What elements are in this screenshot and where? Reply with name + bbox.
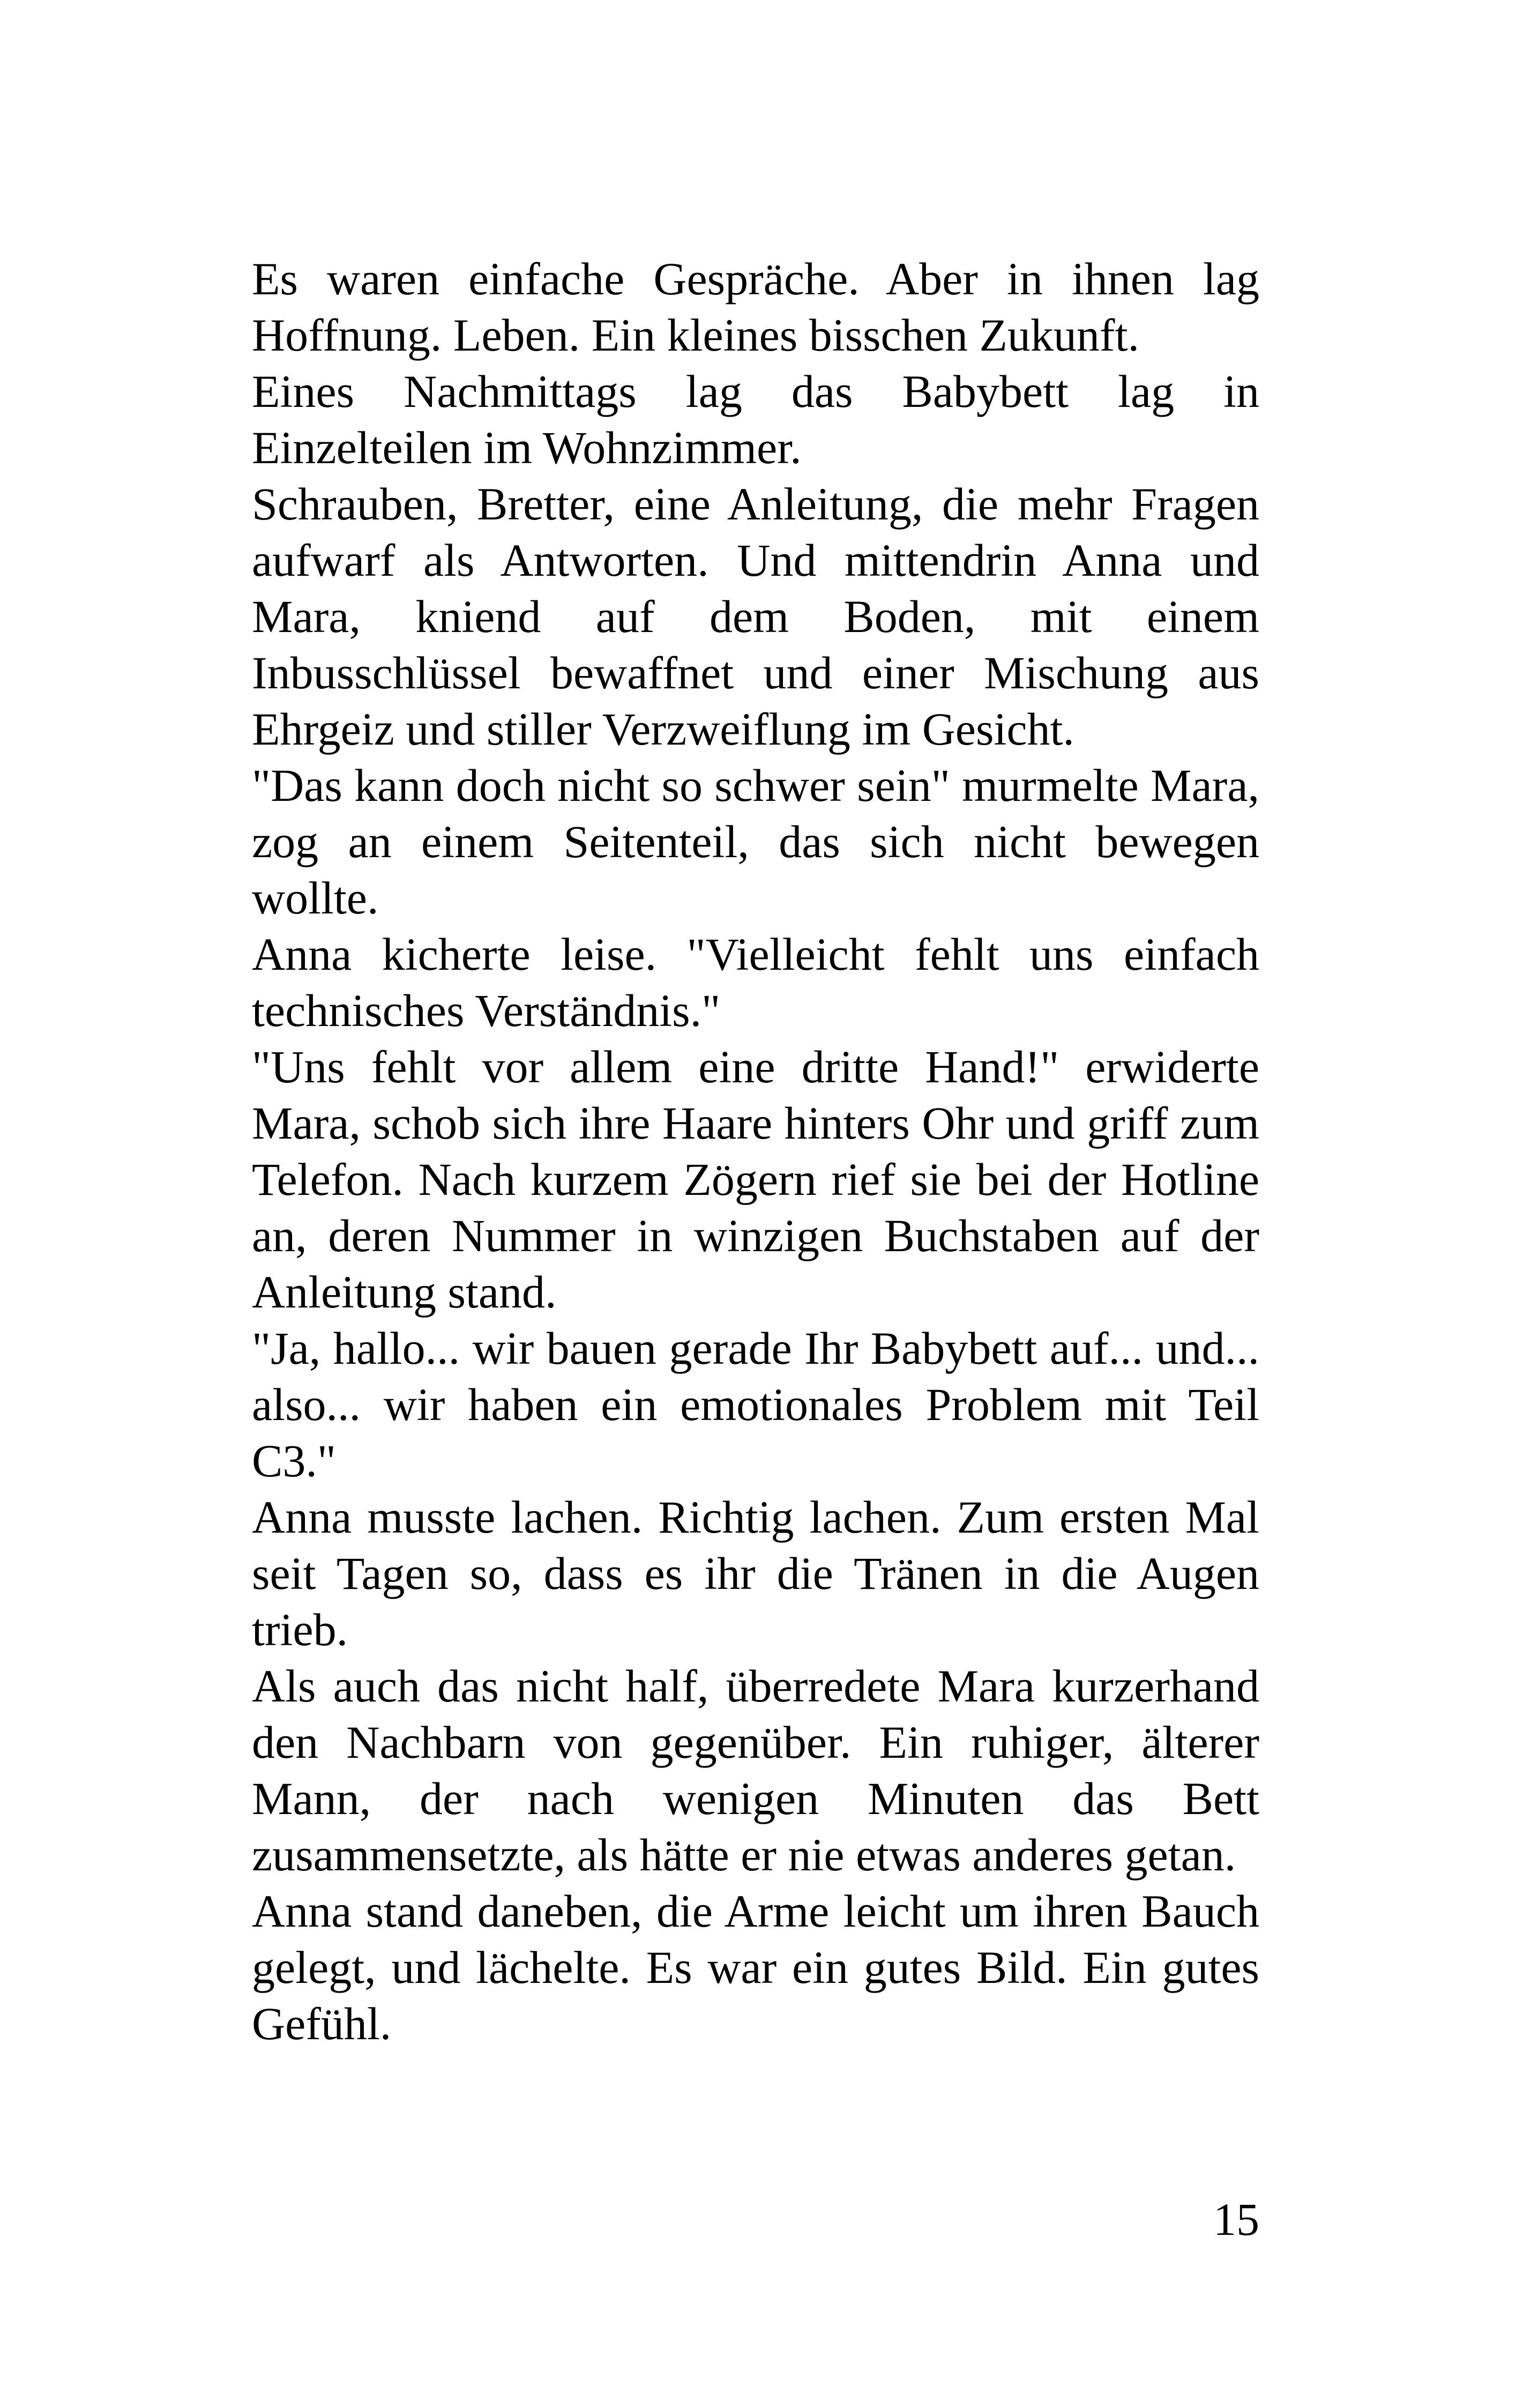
paragraph-7: "Ja, hallo... wir bauen gerade Ihr Babybett auf... und... also... wir haben ein emotionales Problem mit Teil C3." [252, 1322, 1259, 1487]
paragraph-6: "Uns fehlt vor allem eine dritte Hand!" erwiderte Mara, schob sich ihre Haare hinters Ohr und griff zum Telefon. Nach kurzem Zögern rief sie bei der Hotline an, deren Nummer in winzigen Buchstaben auf der Anleitung stand. [252, 1041, 1259, 1318]
paragraph-4: "Das kann doch nicht so schwer sein" murmelte Mara, zog an einem Seitenteil, das sich nicht bewegen wollte. [252, 760, 1259, 924]
body-text [252, 251, 1259, 2052]
paragraph-3: Schrauben, Bretter, eine Anleitung, die mehr Fragen aufwarf als Antworten. Und mittendrin Anna und Mara, kniend auf dem Boden, mit einem Inbusschlüssel bewaffnet und einer Mischung aus Ehrgeiz und stiller Verzweiflung im Gesicht. [252, 478, 1259, 755]
page-number: 15 [1213, 2194, 1259, 2245]
paragraph-8: Anna musste lachen. Richtig lachen. Zum ersten Mal seit Tagen so, dass es ihr die Tränen in die Augen trieb. [252, 1491, 1259, 1655]
paragraph-5: Anna kicherte leise. "Vielleicht fehlt uns einfach technisches Verständnis." [252, 928, 1259, 1036]
paragraph-1: Es waren einfache Gespräche. Aber in ihnen lag Hoffnung. Leben. Ein kleines bisschen Zukunft. [252, 253, 1259, 361]
paragraph-10: Anna stand daneben, die Arme leicht um ihren Bauch gelegt, und lächelte. Es war ein gutes Bild. Ein gutes Gefühl. [252, 1885, 1259, 2049]
paragraph-9: Als auch das nicht half, überredete Mara kurzerhand den Nachbarn von gegenüber. Ein ruhiger, älterer Mann, der nach wenigen Minuten das Bett zusammensetzte, als hätte er nie etwas anderes getan. [252, 1660, 1259, 1881]
paragraph-2: Eines Nachmittags lag das Babybett lag in Einzelteilen im Wohnzimmer. [252, 366, 1259, 473]
